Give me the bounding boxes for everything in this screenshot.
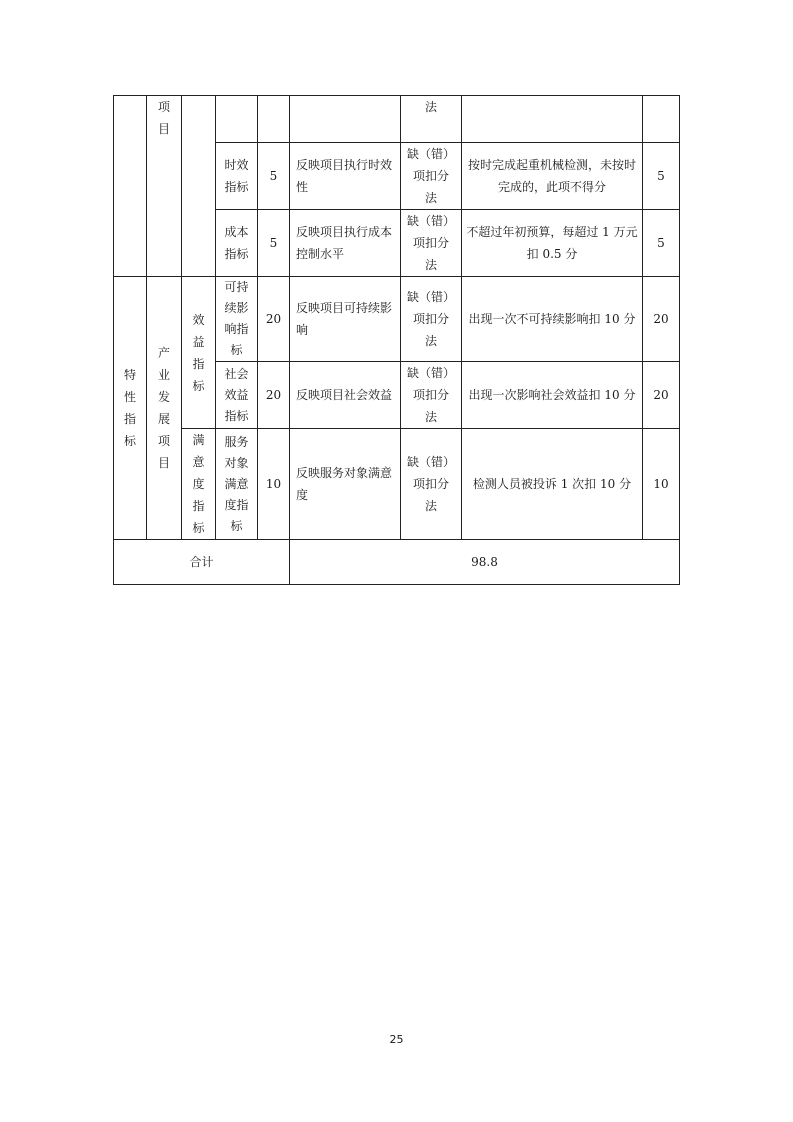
- category-label: 特 性 指 标: [123, 368, 136, 448]
- category-cell: [114, 96, 147, 277]
- group-label: 效 益 指 标: [192, 312, 205, 393]
- group-cell: [182, 277, 216, 429]
- method-label: 法: [424, 100, 437, 114]
- criteria-text: 按时完成起重机械检测，未按时 完成的，此项不得分: [467, 158, 636, 194]
- indicator-label: 时效 指标: [224, 158, 249, 194]
- content-text: 反映服务对象满意 度: [296, 466, 393, 502]
- table-row: [114, 429, 680, 540]
- weight-cell: [258, 96, 290, 143]
- content-cell: [290, 96, 401, 143]
- criteria-text: 检测人员被投诉 1 次扣 10 分: [472, 477, 632, 491]
- method-label: 缺（错） 项扣分 法: [406, 214, 455, 272]
- weight-value: 20: [265, 388, 282, 402]
- method-label: 缺（错） 项扣分 法: [406, 290, 455, 348]
- score-value: 10: [653, 477, 669, 491]
- score-value: 20: [653, 388, 669, 402]
- group-cell: [182, 96, 216, 277]
- sub-category-label: 项 目: [157, 100, 170, 136]
- total-value-cell: [290, 540, 680, 585]
- criteria-text: 出现一次影响社会效益扣 10 分: [468, 388, 636, 402]
- content-text: 反映项目可持续影 响: [296, 301, 393, 337]
- indicator-cell: [216, 96, 258, 143]
- indicator-label: 成本 指标: [224, 225, 249, 261]
- table-row: [114, 277, 680, 362]
- content-text: 反映项目执行成本 控制水平: [296, 225, 393, 261]
- sub-category-label: 产 业 发 展 项 目: [157, 346, 170, 470]
- total-label: 合计: [189, 555, 214, 569]
- group-label: 满 意 度 指 标: [192, 433, 205, 535]
- criteria-text: 出现一次不可持续影响扣 10 分: [468, 312, 636, 326]
- indicator-label: 可持 续影 响指 标: [224, 280, 249, 357]
- total-value: 98.8: [471, 555, 498, 569]
- method-label: 缺（错） 项扣分 法: [406, 455, 455, 513]
- table-row: [114, 96, 680, 143]
- method-label: 缺（错） 项扣分 法: [406, 147, 455, 205]
- score-cell: [643, 96, 680, 143]
- evaluation-table: [113, 95, 680, 585]
- sub-category-cell: [147, 96, 182, 277]
- criteria-text: 不超过年初预算，每超过 1 万元 扣 0.5 分: [466, 225, 638, 261]
- indicator-label: 社会 效益 指标: [224, 366, 249, 423]
- score-value: 5: [657, 236, 665, 250]
- content-text: 反映项目执行时效 性: [296, 158, 393, 194]
- content-text: 反映项目社会效益: [296, 388, 393, 402]
- method-label: 缺（错） 项扣分 法: [406, 366, 455, 424]
- total-label-cell: [114, 540, 290, 585]
- total-row: [114, 540, 680, 585]
- sub-category-cell: [147, 277, 182, 540]
- method-cell: [401, 96, 462, 143]
- weight-value: 20: [265, 312, 282, 326]
- weight-value: 10: [265, 477, 282, 491]
- weight-value: 5: [269, 169, 278, 183]
- indicator-label: 服务 对象 满意 度指 标: [224, 434, 249, 533]
- group-cell: [182, 429, 216, 540]
- weight-value: 5: [269, 236, 278, 250]
- score-value: 20: [653, 312, 669, 326]
- page-number: 25: [389, 1033, 404, 1046]
- category-cell: [114, 277, 147, 540]
- score-value: 5: [657, 169, 665, 183]
- criteria-cell: [462, 96, 643, 143]
